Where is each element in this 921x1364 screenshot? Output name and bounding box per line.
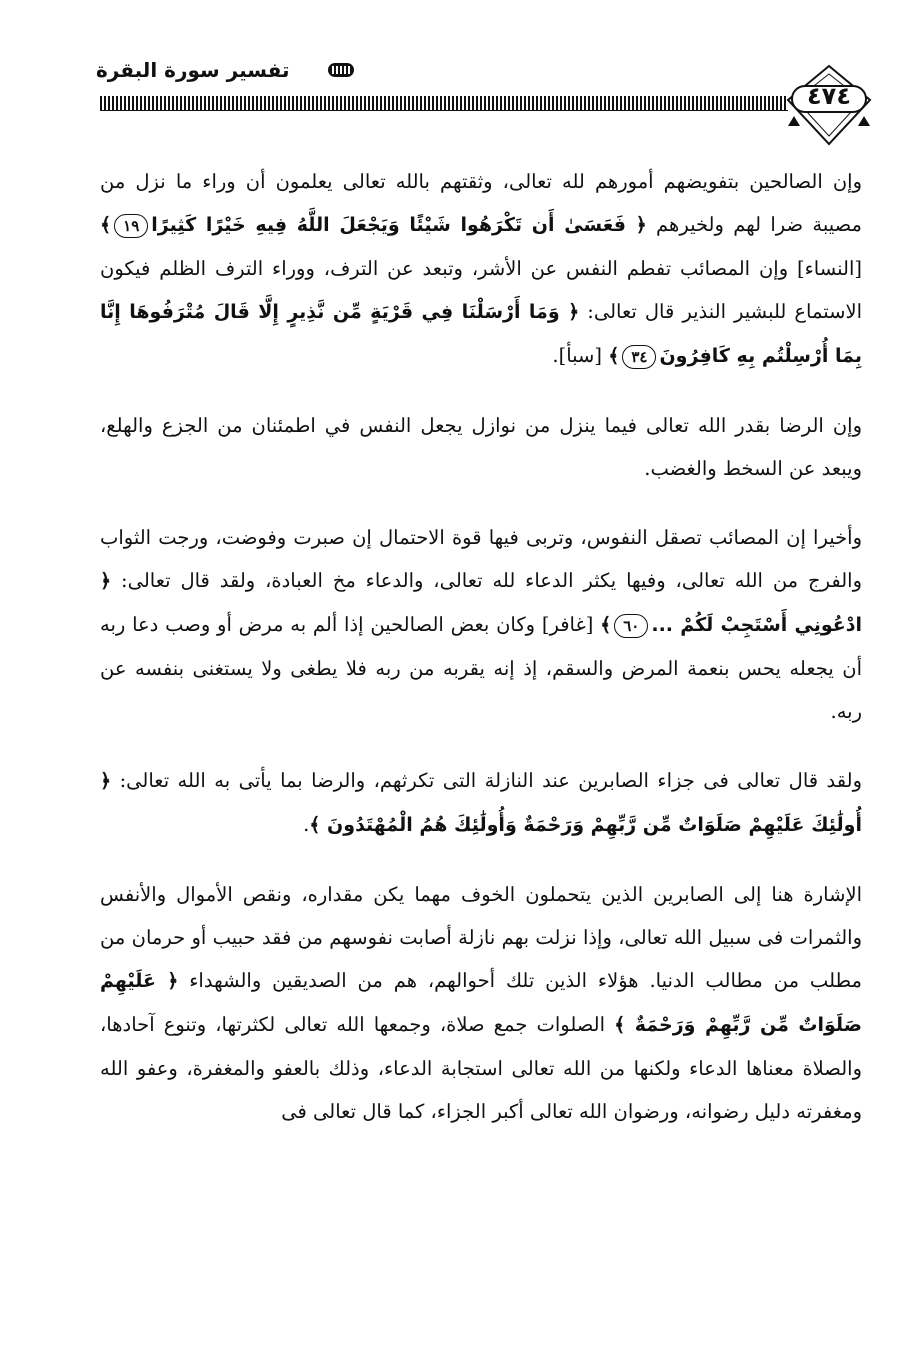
paragraph xyxy=(100,873,862,1133)
text-run: [النساء] وإن المصائب تفطم النفس عن الأشر، وتبعد عن الترف، ووراء الترف الظلم فيكون الاستماع للبشير النذير قال تعالى: xyxy=(100,257,862,323)
page-number: ٤٧٤ xyxy=(807,82,851,110)
paragraph-text xyxy=(100,516,862,733)
title-ornament-icon xyxy=(326,60,356,80)
quran-quote: ﴾ xyxy=(608,345,620,367)
quran-quote: ﴿ وَمَا أَرْسَلْنَا فِي قَرْيَةٍ مِّن نَّذِيرٍ إِلَّا قَالَ مُتْرَفُوهَا إِنَّا بِمَا أُرْسِلْتُم بِهِ كَافِرُونَ xyxy=(100,301,862,367)
ayah-number-marker: ٦٠ xyxy=(614,614,648,638)
text-run: وإن الرضا بقدر الله تعالى فيما ينزل من نوازل يجعل النفس في اطمئنان من الجزع والهلع، ويبعد عن السخط والغضب. xyxy=(100,414,862,480)
paragraph-text xyxy=(100,160,862,378)
paragraph xyxy=(100,516,862,733)
ayah-number-marker: ١٩ xyxy=(114,214,148,238)
paragraph-text xyxy=(100,404,862,490)
text-run: وإن الصالحين بتفويضهم أمورهم لله تعالى، وثقتهم بالله تعالى يعلمون أن وراء ما نزل من مصيبة ضرا لهم ولخيرهم xyxy=(100,170,862,236)
paragraph-text xyxy=(100,873,862,1133)
text-run: [غافر] وكان بعض الصالحين إذا ألم به مرض أو وصب دعا ربه أن يجعله يحس بنعمة المرض والسقم، إذ إنه يقربه من ربه فلا يطغى ولا يستغنى بنفسه عن ربه. xyxy=(100,613,862,723)
text-run: . xyxy=(303,813,310,836)
text-run: وأخيرا إن المصائب تصقل النفوس، وتربى فيها قوة الاحتمال إن صبرت وفوضت، ورجت الثواب والفرج من الله تعالى، وفيها يكثر الدعاء لله تعالى، والدعاء مخ العبادة، ولقد قال تعالى: xyxy=(100,526,862,592)
text-run: الصلوات جمع صلاة، وجمعها الله تعالى لكثرتها، وتنوع آحادها، والصلاة معناها الدعاء ولكنها من الله تعالى استجابة الدعاء، وذلك بالعفو والمغفرة، وعفو الله ومغفرته دليل رضوانه، ورضوان الله تعالى أكبر الجزاء، كما قال تعالى فى xyxy=(100,1013,862,1123)
body-text xyxy=(100,160,862,1159)
quran-quote: ﴿ عَلَيْهِمْ صَلَوَاتٌ مِّن رَّبِّهِمْ وَرَحْمَةٌ ﴾ xyxy=(100,970,862,1036)
page-header xyxy=(0,0,921,150)
paragraph-text xyxy=(100,759,862,847)
ayah-number-marker: ٣٤ xyxy=(622,345,656,369)
paragraph xyxy=(100,404,862,490)
paragraph xyxy=(100,160,862,378)
header-rule xyxy=(100,96,788,110)
text-run: الإشارة هنا إلى الصابرين الذين يتحملون الخوف مهما يكن مقداره، ونقص الأموال والأنفس والثمرات فى سبيل الله تعالى، وإذا نزلت بهم نازلة أصابت نفوسهم من فقد حبيب أو حرمان من مطلب من مطالب الدنيا. هؤلاء الذين تلك أحوالهم، هم من الصديقين والشهداء xyxy=(100,883,862,992)
running-title: تفسير سورة البقرة xyxy=(96,58,290,82)
text-run: ولقد قال تعالى فى جزاء الصابرين عند النازلة التى تكرثهم، والرضا بما يأتى به الله تعالى: xyxy=(111,769,862,792)
paragraph xyxy=(100,759,862,847)
text-run: [سبأ]. xyxy=(552,344,609,367)
quran-quote: ﴾ xyxy=(100,214,112,236)
header-rule-line xyxy=(100,110,788,111)
quran-quote: ﴿ أُولَٰئِكَ عَلَيْهِمْ صَلَوَاتٌ مِّن رَّبِّهِمْ وَرَحْمَةٌ وَأُولَٰئِكَ هُمُ الْمُهْتَدُونَ ﴾ xyxy=(100,770,862,836)
quran-quote: ﴿ ادْعُونِي أَسْتَجِبْ لَكُمْ ... xyxy=(100,570,862,636)
quran-quote: ﴾ xyxy=(600,614,612,636)
quran-quote: ﴿ فَعَسَىٰ أَن تَكْرَهُوا شَيْئًا وَيَجْعَلَ اللَّهُ فِيهِ خَيْرًا كَثِيرًا xyxy=(151,214,647,236)
